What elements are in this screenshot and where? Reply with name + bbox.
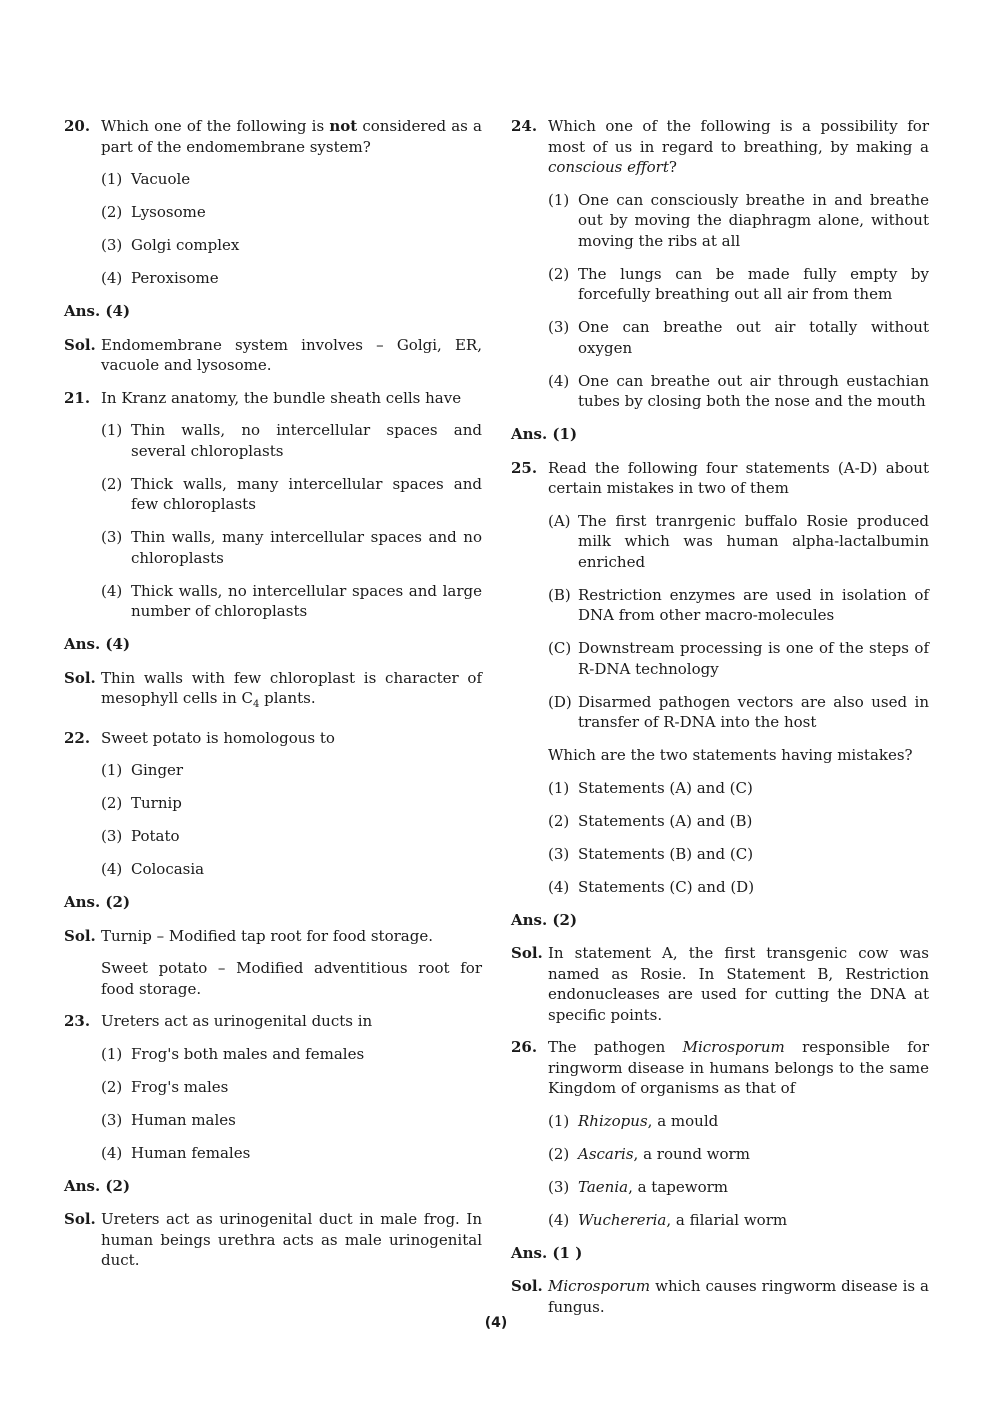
question-text-emphasis: not <box>329 117 358 135</box>
question-22 <box>64 728 482 749</box>
option-text <box>578 1111 929 1132</box>
option-text: Colocasia <box>131 860 205 878</box>
option-number: (4) <box>101 269 123 287</box>
question-number: 20. <box>64 117 91 135</box>
solution-text-continued: Sweet potato – Modified adventitious root for food storage. <box>101 959 482 998</box>
option-number: (2) <box>548 1144 570 1163</box>
option-text: Statements (A) and (B) <box>578 811 753 830</box>
options-24 <box>548 190 929 412</box>
answer-25: Ans. (2) <box>511 910 578 929</box>
solution-text: Endomembrane system involves – Golgi, ER, vacuole and lysosome. <box>101 335 482 374</box>
option <box>548 877 929 898</box>
option <box>101 826 482 847</box>
answer-26: Ans. (1 ) <box>511 1243 583 1262</box>
option-number: (3) <box>101 827 123 845</box>
solution-25 <box>511 943 929 1025</box>
option-text: Peroxisome <box>131 269 219 287</box>
option <box>548 1111 929 1132</box>
question-number: 23. <box>64 1012 91 1030</box>
options-20 <box>101 169 482 289</box>
organism-name: Rhizopus <box>578 1111 648 1130</box>
option-number: (1) <box>101 170 123 188</box>
option-text: Vacuole <box>131 170 191 188</box>
option <box>101 268 482 289</box>
solution-text-part: plants. <box>259 689 316 707</box>
option-text: Lysosome <box>131 203 206 221</box>
question-text-part: Which one of the following is <box>101 117 330 135</box>
option-text-part: , a mould <box>647 1111 719 1130</box>
option-text <box>578 1144 929 1165</box>
solution-label: Sol. <box>64 926 96 945</box>
question-text: Read the following four statements (A-D) about certain mistakes in two of them <box>548 458 929 497</box>
option-number: (2) <box>548 264 570 283</box>
statement-text: The first tranrgenic buffalo Rosie produced milk which was human alpha-lactalbumin enriched <box>578 511 929 571</box>
right-column <box>511 116 929 1329</box>
statements-25 <box>548 511 929 733</box>
answer-22: Ans. (2) <box>64 893 131 911</box>
options-23 <box>101 1044 482 1164</box>
option <box>548 811 929 832</box>
organism-name: Microsporum <box>548 1277 651 1295</box>
option-text: One can breathe out air through eustachian tubes by closing both the nose and the mouth <box>578 371 929 410</box>
option <box>548 778 929 799</box>
option-number: (4) <box>101 581 123 600</box>
options-22 <box>101 760 482 880</box>
option-text <box>578 1177 929 1198</box>
option <box>101 420 482 461</box>
option-text-part: , a tapeworm <box>628 1177 729 1196</box>
statement <box>548 511 929 573</box>
option <box>101 1143 482 1164</box>
option <box>101 1110 482 1131</box>
option <box>101 527 482 568</box>
statement <box>548 585 929 626</box>
option-text: Thick walls, many intercellular spaces and few chloroplasts <box>131 474 482 513</box>
option-number: (4) <box>548 371 570 390</box>
question-text-part: ? <box>668 158 677 176</box>
option-number: (3) <box>101 236 123 254</box>
question-number: 22. <box>64 728 91 747</box>
solution-22 <box>64 926 482 947</box>
solution-text: In statement A, the first transgenic cow was named as Rosie. In Statement B, Restriction endonucleases are used for cutting the DNA at specific points. <box>548 944 929 1024</box>
option-text-part: , a round worm <box>633 1144 750 1163</box>
option <box>548 844 929 865</box>
options-21 <box>101 420 482 622</box>
question-text-part: The pathogen <box>548 1038 683 1056</box>
option <box>101 474 482 515</box>
option <box>101 169 482 190</box>
option-number: (1) <box>101 1044 123 1063</box>
statement-label: (D) <box>548 692 572 711</box>
question-text-part: Which one of the following is a possibility for most of us in regard to breathing, by making a <box>548 117 929 156</box>
option <box>548 1177 929 1198</box>
question-24 <box>511 116 929 178</box>
option <box>548 264 929 305</box>
solution-text <box>101 668 482 716</box>
statement <box>548 692 929 733</box>
option-number: (3) <box>101 1110 123 1129</box>
solution-label: Sol. <box>64 668 96 687</box>
option-number: (2) <box>101 1077 123 1096</box>
option-text: Ginger <box>131 761 184 779</box>
solution-text: Turnip – Modified tap root for food storage. <box>101 926 433 945</box>
question-text-italic: Microsporum <box>682 1038 785 1056</box>
statement-text: Restriction enzymes are used in isolation of DNA from other macro-molecules <box>578 585 929 624</box>
option-number: (1) <box>101 421 123 439</box>
statement-text: Downstream processing is one of the steps of R-DNA technology <box>578 639 929 678</box>
solution-21 <box>64 668 482 716</box>
option-number: (4) <box>101 860 123 878</box>
option-text: One can breathe out air totally without oxygen <box>578 318 929 357</box>
question-text: In Kranz anatomy, the bundle sheath cells have <box>101 388 462 407</box>
option-number: (3) <box>101 528 123 546</box>
option-number: (3) <box>548 318 570 336</box>
option-number: (4) <box>101 1143 123 1162</box>
option <box>548 1144 929 1165</box>
question-text: Ureters act as urinogenital ducts in <box>101 1012 373 1030</box>
question-text <box>548 1037 929 1099</box>
options-25 <box>548 778 929 898</box>
solution-label: Sol. <box>64 335 96 354</box>
question-26 <box>511 1037 929 1099</box>
option-text: Human males <box>131 1110 236 1129</box>
subscript: 4 <box>252 699 260 710</box>
option-number: (1) <box>548 778 570 797</box>
option-text <box>578 1210 929 1231</box>
option-number: (1) <box>548 190 570 209</box>
option-number: (2) <box>101 203 123 221</box>
option <box>101 793 482 814</box>
question-number: 26. <box>511 1038 538 1056</box>
option <box>101 202 482 223</box>
option-text: One can consciously breathe in and breathe out by moving the diaphragm alone, without moving the ribs at all <box>578 190 929 250</box>
organism-name: Wuchereria <box>578 1210 667 1229</box>
organism-name: Taenia <box>578 1177 629 1196</box>
options-26 <box>548 1111 929 1231</box>
option-number: (4) <box>548 877 570 896</box>
option-text: Thin walls, no intercellular spaces and several chloroplasts <box>131 421 482 460</box>
question-text-part: responsible for ringworm disease in humans belongs to the same Kingdom of organisms as that of <box>548 1038 929 1097</box>
option-text: Thin walls, many intercellular spaces and no chloroplasts <box>131 528 482 567</box>
option-text: Frog's both males and females <box>131 1044 365 1063</box>
solution-20 <box>64 335 482 376</box>
option-number: (3) <box>548 1177 570 1196</box>
option-number: (3) <box>548 844 570 863</box>
option <box>101 581 482 622</box>
question-25 <box>511 458 929 499</box>
solution-label: Sol. <box>511 944 543 962</box>
option <box>101 760 482 781</box>
option-text: Frog's males <box>131 1077 229 1096</box>
option <box>101 1044 482 1065</box>
option-text: Statements (C) and (D) <box>578 877 755 896</box>
solution-text-part: which causes ringworm disease is a fungus. <box>548 1277 929 1316</box>
option-text: Thick walls, no intercellular spaces and large number of chloroplasts <box>131 581 482 620</box>
question-text-italic: conscious effort <box>548 158 669 176</box>
question-number: 21. <box>64 388 91 407</box>
option <box>548 1210 929 1231</box>
solution-26 <box>511 1276 929 1317</box>
option-text: Statements (B) and (C) <box>578 844 754 863</box>
answer-23: Ans. (2) <box>64 1176 131 1195</box>
solution-23 <box>64 1209 482 1271</box>
option-number: (1) <box>548 1111 570 1130</box>
statement-label: (C) <box>548 639 572 657</box>
question-23 <box>64 1011 482 1032</box>
answer-24: Ans. (1) <box>511 425 578 443</box>
statement <box>548 638 929 679</box>
question-text <box>101 116 482 157</box>
option <box>548 317 929 358</box>
statement-text: Disarmed pathogen vectors are also used in transfer of R-DNA into the host <box>578 692 929 731</box>
question-number: 25. <box>511 458 538 477</box>
left-column <box>64 116 482 1283</box>
option-text: Human females <box>131 1143 251 1162</box>
option <box>101 859 482 880</box>
option-text: Potato <box>131 827 180 845</box>
solution-label: Sol. <box>511 1277 543 1295</box>
question-20 <box>64 116 482 157</box>
option-number: (2) <box>101 794 123 812</box>
option-text: The lungs can be made fully empty by forcefully breathing out all air from them <box>578 264 929 303</box>
solution-text <box>548 1276 929 1317</box>
solution-text: Ureters act as urinogenital duct in male frog. In human beings urethra acts as male urinogenital duct. <box>101 1210 482 1269</box>
option-number: (2) <box>548 811 570 830</box>
question-text <box>548 116 929 178</box>
statement-label: (A) <box>548 511 571 530</box>
answer-20: Ans. (4) <box>64 302 131 320</box>
option-number: (4) <box>548 1210 570 1229</box>
option-number: (1) <box>101 761 123 779</box>
answer-21: Ans. (4) <box>64 635 131 653</box>
option <box>101 235 482 256</box>
question-text: Sweet potato is homologous to <box>101 728 335 747</box>
option-text: Statements (A) and (C) <box>578 778 753 797</box>
option-text: Golgi complex <box>131 236 240 254</box>
question-text-part: considered as a part of the endomembrane system? <box>101 117 482 156</box>
solution-text-part: Thin walls with few chloroplast is character of mesophyll cells in C <box>101 668 482 707</box>
option <box>101 1077 482 1098</box>
statement-label: (B) <box>548 585 571 604</box>
question-number: 24. <box>511 117 538 135</box>
organism-name: Ascaris <box>578 1144 634 1163</box>
page-number: (4) <box>484 1315 508 1331</box>
sub-question: Which are the two statements having mistakes? <box>548 746 913 764</box>
question-21 <box>64 388 482 409</box>
option-text-part: , a filarial worm <box>666 1210 788 1229</box>
option-text: Turnip <box>131 794 182 812</box>
option-number: (2) <box>101 474 123 493</box>
solution-label: Sol. <box>64 1210 96 1228</box>
option <box>548 371 929 412</box>
option <box>548 190 929 252</box>
